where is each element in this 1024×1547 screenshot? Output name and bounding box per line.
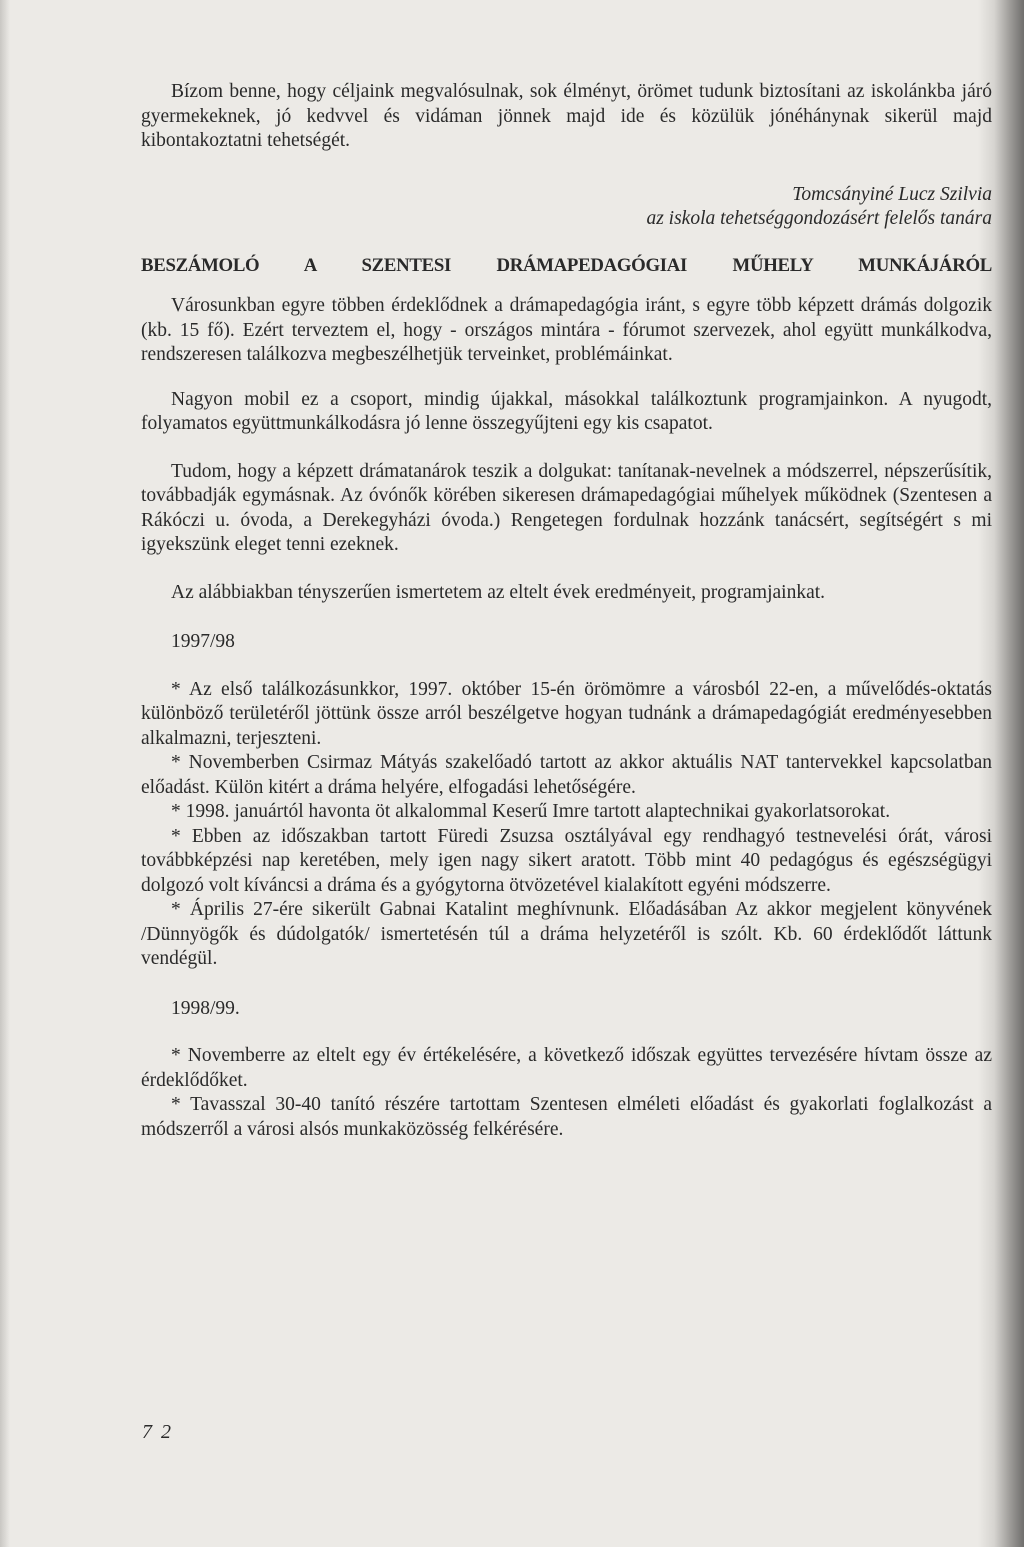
year-heading-1998-99: 1998/99. [171,997,240,1019]
paragraph-1: Városunkban egyre többen érdeklődnek a drámapedagógia iránt, s egyre több képzett drámás dolgozik (kb. 15 fő). Ezért terveztem el, hogy - országos mintára - fórumot szervezek, ahol együtt munkálkodva, rendszeresen találkozva megbeszélhetjük terveinket, problémáinkat. [141,295,992,365]
page-number: 7 2 [142,1421,173,1443]
list-item: * Április 27-ére sikerült Gabnai Katalint meghívnunk. Előadásában Az akkor megjelent könyvének /Dünnyögők és dúdolgatók/ ismertetésén túl a dráma helyzetéről is szólt. Kb. 60 érdeklődőt láttunk vendégül. [141,899,992,969]
year-heading-1997-98: 1997/98 [171,631,235,652]
list-item: * Az első találkozásunkkor, 1997. október 15-én örömömre a városból 22-en, a művelődés-oktatás különböző területéről jöttünk össze arról beszélgetve hogyan tudnánk a drámapedagógiát eredményesebben alkalmazni, terjeszteni. [141,678,992,749]
signature-name: Tomcsányiné Lucz Szilvia [792,183,992,205]
paragraph-4: Az alábbiakban tényszerűen ismertetem az eltelt évek eredményeit, programjainkat. [171,581,826,603]
intro-paragraph: Bízom benne, hogy céljaink megvalósulnak, sok élményt, örömet tudunk biztosítani az iskolánkba járó gyermekeknek, jó kedvvel és vidáman jönnek majd ide és közülük jónéhánynak sikerül majd kibontakoztatni tehetségét. [141,81,992,151]
list-item: * Novemberben Csirmaz Mátyás szakelőadó tartott az akkor aktuális NAT tantervekkel kapcsolatban előadást. Külön kitért a dráma helyére, elfogadási lehetőségére. [141,752,992,798]
list-item: * Ebben az időszakban tartott Füredi Zsuzsa osztályával egy rendhagyó testnevelési órát, városi továbbképzési nap keretében, mely igen nagy sikert aratott. Több mint 40 pedagógus és egészségügyi dolgozó volt kíváncsi a dráma és a gyógytorna ötvözetével kialakított egyéni módszerre. [141,825,992,896]
paragraph-2: Nagyon mobil ez a csoport, mindig újakkal, másokkal találkoztunk programjainkon. A nyugodt, folyamatos együttmunkálkodásra jó lenne összegyűjteni egy kis csapatot. [141,388,992,434]
signature-role: az iskola tehetséggondozásért felelős tanára [646,208,992,229]
paragraph-3: Tudom, hogy a képzett drámatanárok teszik a dolgukat: tanítanak-nevelnek a módszerrel, népszerűsítik, továbbadják egymásnak. Az óvónők körében sikeresen drámapedagógiai műhelyek működnek (Szentesen a Rákóczi u. óvoda, a Derekegyházi óvoda.) Rengetegen fordulnak hozzánk tanácsért, segítségért s mi igyekszünk eleget tenni ezeknek. [141,460,992,555]
signature-block [141,183,992,232]
list-item: * 1998. januártól havonta öt alkalommal Keserű Imre tartott alaptechnikai gyakorlatsorokat. [171,801,891,822]
list-item: * Tavasszal 30-40 tanító részére tartottam Szentesen elméleti előadást és gyakorlati foglalkozást a módszerről a városi alsós munkaközösség felkérésére. [141,1094,992,1140]
list-item: * Novemberre az eltelt egy év értékelésére, a következő időszak együttes tervezésére hívtam össze az érdeklődőket. [141,1045,992,1091]
report-heading: BESZÁMOLÓ A SZENTESI DRÁMAPEDAGÓGIAI MŰHELY MUNKÁJÁRÓL [141,254,992,276]
document-page [141,80,992,1142]
scan-shadow-left [0,0,10,1547]
